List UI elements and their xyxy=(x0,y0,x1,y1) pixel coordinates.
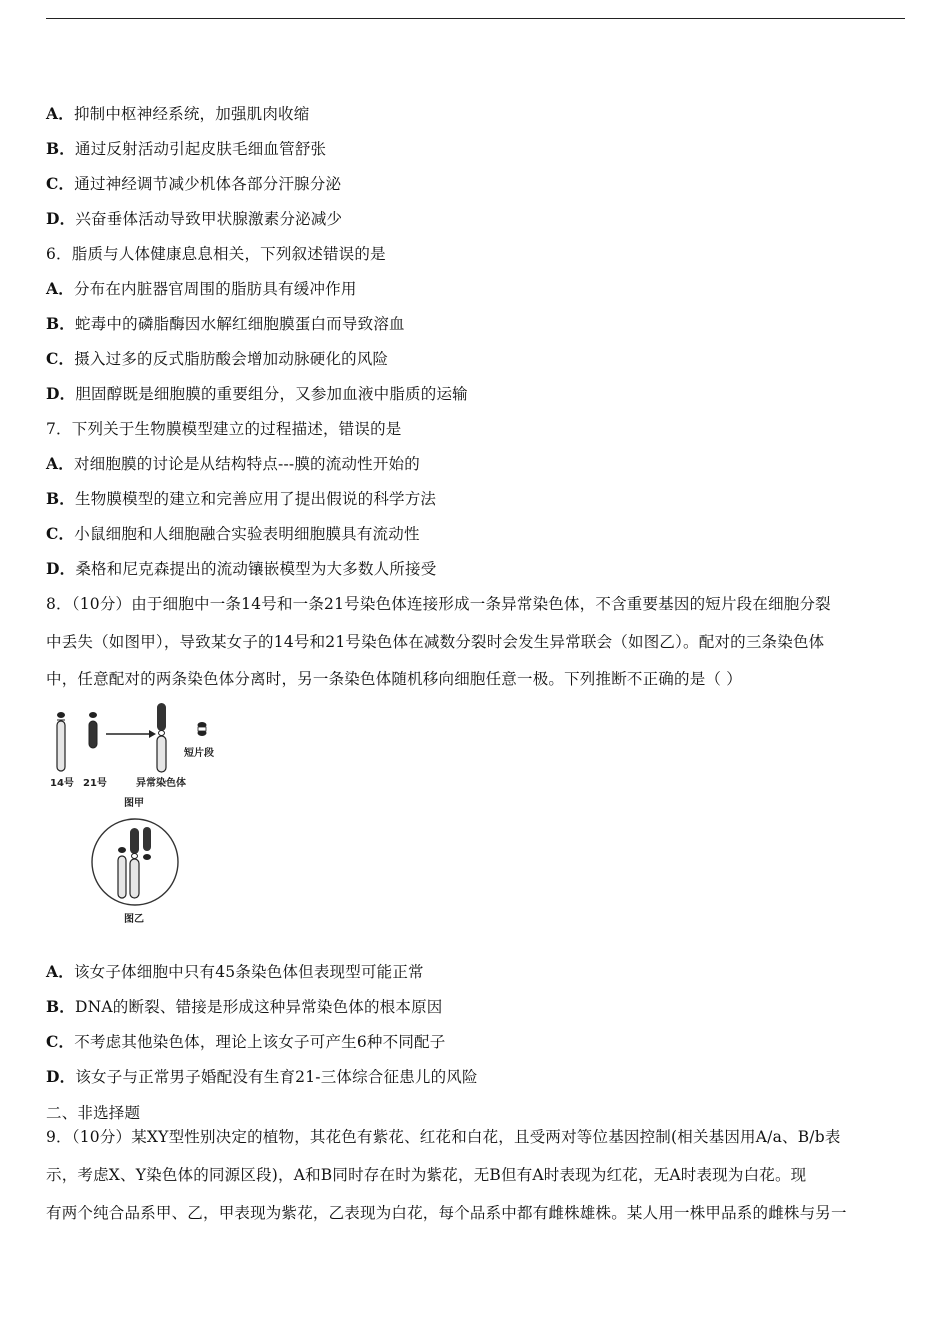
line-text: 8．（10分）由于细胞中一条14号和一条21号染色体连接形成一条异常染色体，不含重要基因的短片段在细胞分裂 xyxy=(46,595,831,613)
question-line xyxy=(46,1103,140,1123)
option-line xyxy=(46,174,341,194)
line-text: 二、非选择题 xyxy=(46,1104,141,1122)
option-line xyxy=(46,489,436,509)
line-text: 9．（10分）某XY型性别决定的植物，其花色有紫花、红花和白花，且受两对等位基因控制(相关基因用A/a、B/b表 xyxy=(46,1128,841,1146)
option-label: D． xyxy=(46,1067,76,1086)
abnormal-chromosome xyxy=(157,703,166,772)
option-line xyxy=(46,104,309,124)
option-label: B． xyxy=(46,314,76,333)
option-label: B． xyxy=(46,489,76,508)
line-text: 桑格和尼克森提出的流动镶嵌模型为大多数人所接受 xyxy=(75,560,437,578)
arrow-icon xyxy=(106,730,156,738)
question-line xyxy=(46,594,831,614)
line-text: 抑制中枢神经系统，加强肌肉收缩 xyxy=(73,105,310,123)
question-line xyxy=(46,1165,806,1185)
option-line xyxy=(46,384,468,404)
option-label: B． xyxy=(46,997,76,1016)
option-label: D． xyxy=(46,384,76,403)
line-text: 胆固醇既是细胞膜的重要组分，又参加血液中脂质的运输 xyxy=(75,385,468,403)
option-label: C． xyxy=(46,349,75,368)
option-line xyxy=(46,524,420,544)
line-text: 该女子体细胞中只有45条染色体但表现型可能正常 xyxy=(73,963,424,981)
chromosome-diagram xyxy=(46,700,236,932)
option-label: A． xyxy=(46,454,74,473)
line-text: 小鼠细胞和人细胞融合实验表明细胞膜具有流动性 xyxy=(74,525,420,543)
line-text: 兴奋垂体活动导致甲状腺激素分泌减少 xyxy=(75,210,343,228)
line-text: 有两个纯合品系甲、乙，甲表现为紫花，乙表现为白花，每个品系中都有雌株雄株。某人用一株甲品系的雌株与另一 xyxy=(46,1204,847,1222)
short-fragment xyxy=(198,722,207,736)
option-line xyxy=(46,997,443,1017)
line-text: 不考虑其他染色体，理论上该女子可产生6种不同配子 xyxy=(74,1033,446,1051)
option-line xyxy=(46,1067,478,1087)
question-line xyxy=(46,669,742,689)
line-text: 对细胞膜的讨论是从结构特点---膜的流动性开始的 xyxy=(73,455,420,473)
option-line xyxy=(46,209,342,229)
option-label: B． xyxy=(46,139,76,158)
line-text: 中，任意配对的两条染色体分离时，另一条染色体随机移向细胞任意一极。下列推断不正确的是（ ） xyxy=(46,670,742,688)
line-text: 中丢失（如图甲），导致某女子的14号和21号染色体在减数分裂时会发生异常联会（如图乙）。配对的三条染色体 xyxy=(46,633,825,651)
option-line xyxy=(46,1032,445,1052)
option-label: C． xyxy=(46,174,75,193)
label-abnormal: 异常染色体 xyxy=(136,778,186,789)
option-label: A． xyxy=(46,104,74,123)
caption-b: 图乙 xyxy=(124,914,144,925)
label-short: 短片段 xyxy=(184,748,214,759)
chromosome-21 xyxy=(89,712,97,748)
header-rule xyxy=(46,18,905,19)
line-text: 生物膜模型的建立和完善应用了提出假说的科学方法 xyxy=(75,490,437,508)
cell-pairing xyxy=(92,819,178,905)
option-line xyxy=(46,314,405,334)
option-label: C． xyxy=(46,1032,75,1051)
option-line xyxy=(46,559,436,579)
line-text: DNA的断裂、错接是形成这种异常染色体的根本原因 xyxy=(75,998,443,1016)
option-line xyxy=(46,454,420,474)
option-line xyxy=(46,139,326,159)
label-14: 14号 xyxy=(50,778,74,789)
line-text: 摄入过多的反式脂肪酸会增加动脉硬化的风险 xyxy=(74,350,389,368)
label-21: 21号 xyxy=(83,778,107,789)
option-label: D． xyxy=(46,209,76,228)
option-line xyxy=(46,279,357,299)
line-text: 该女子与正常男子婚配没有生育21-三体综合征患儿的风险 xyxy=(75,1068,478,1086)
line-text: 通过反射活动引起皮肤毛细血管舒张 xyxy=(75,140,327,158)
option-label: C． xyxy=(46,524,75,543)
line-text: 蛇毒中的磷脂酶因水解红细胞膜蛋白而导致溶血 xyxy=(75,315,405,333)
line-text: 通过神经调节减少机体各部分汗腺分泌 xyxy=(74,175,342,193)
line-text: 分布在内脏器官周围的脂肪具有缓冲作用 xyxy=(73,280,357,298)
option-label: A． xyxy=(46,962,74,981)
option-label: D． xyxy=(46,559,76,578)
option-line xyxy=(46,349,388,369)
option-line xyxy=(46,962,424,982)
option-label: A． xyxy=(46,279,74,298)
chromosome-14 xyxy=(57,712,65,771)
question-line xyxy=(46,419,401,439)
question-line xyxy=(46,244,386,264)
question-line xyxy=(46,632,824,652)
line-text: 示，考虑X、Y染色体的同源区段)，A和B同时存在时为紫花，无B但有A时表现为红花，无A时表现为白花。现 xyxy=(46,1166,807,1184)
question-line xyxy=(46,1203,847,1223)
caption-a: 图甲 xyxy=(124,798,144,809)
question-line xyxy=(46,1127,841,1147)
line-text: 7．下列关于生物膜模型建立的过程描述，错误的是 xyxy=(46,420,402,438)
line-text: 6．脂质与人体健康息息相关，下列叙述错误的是 xyxy=(46,245,386,263)
chromosome-figure xyxy=(46,700,236,932)
